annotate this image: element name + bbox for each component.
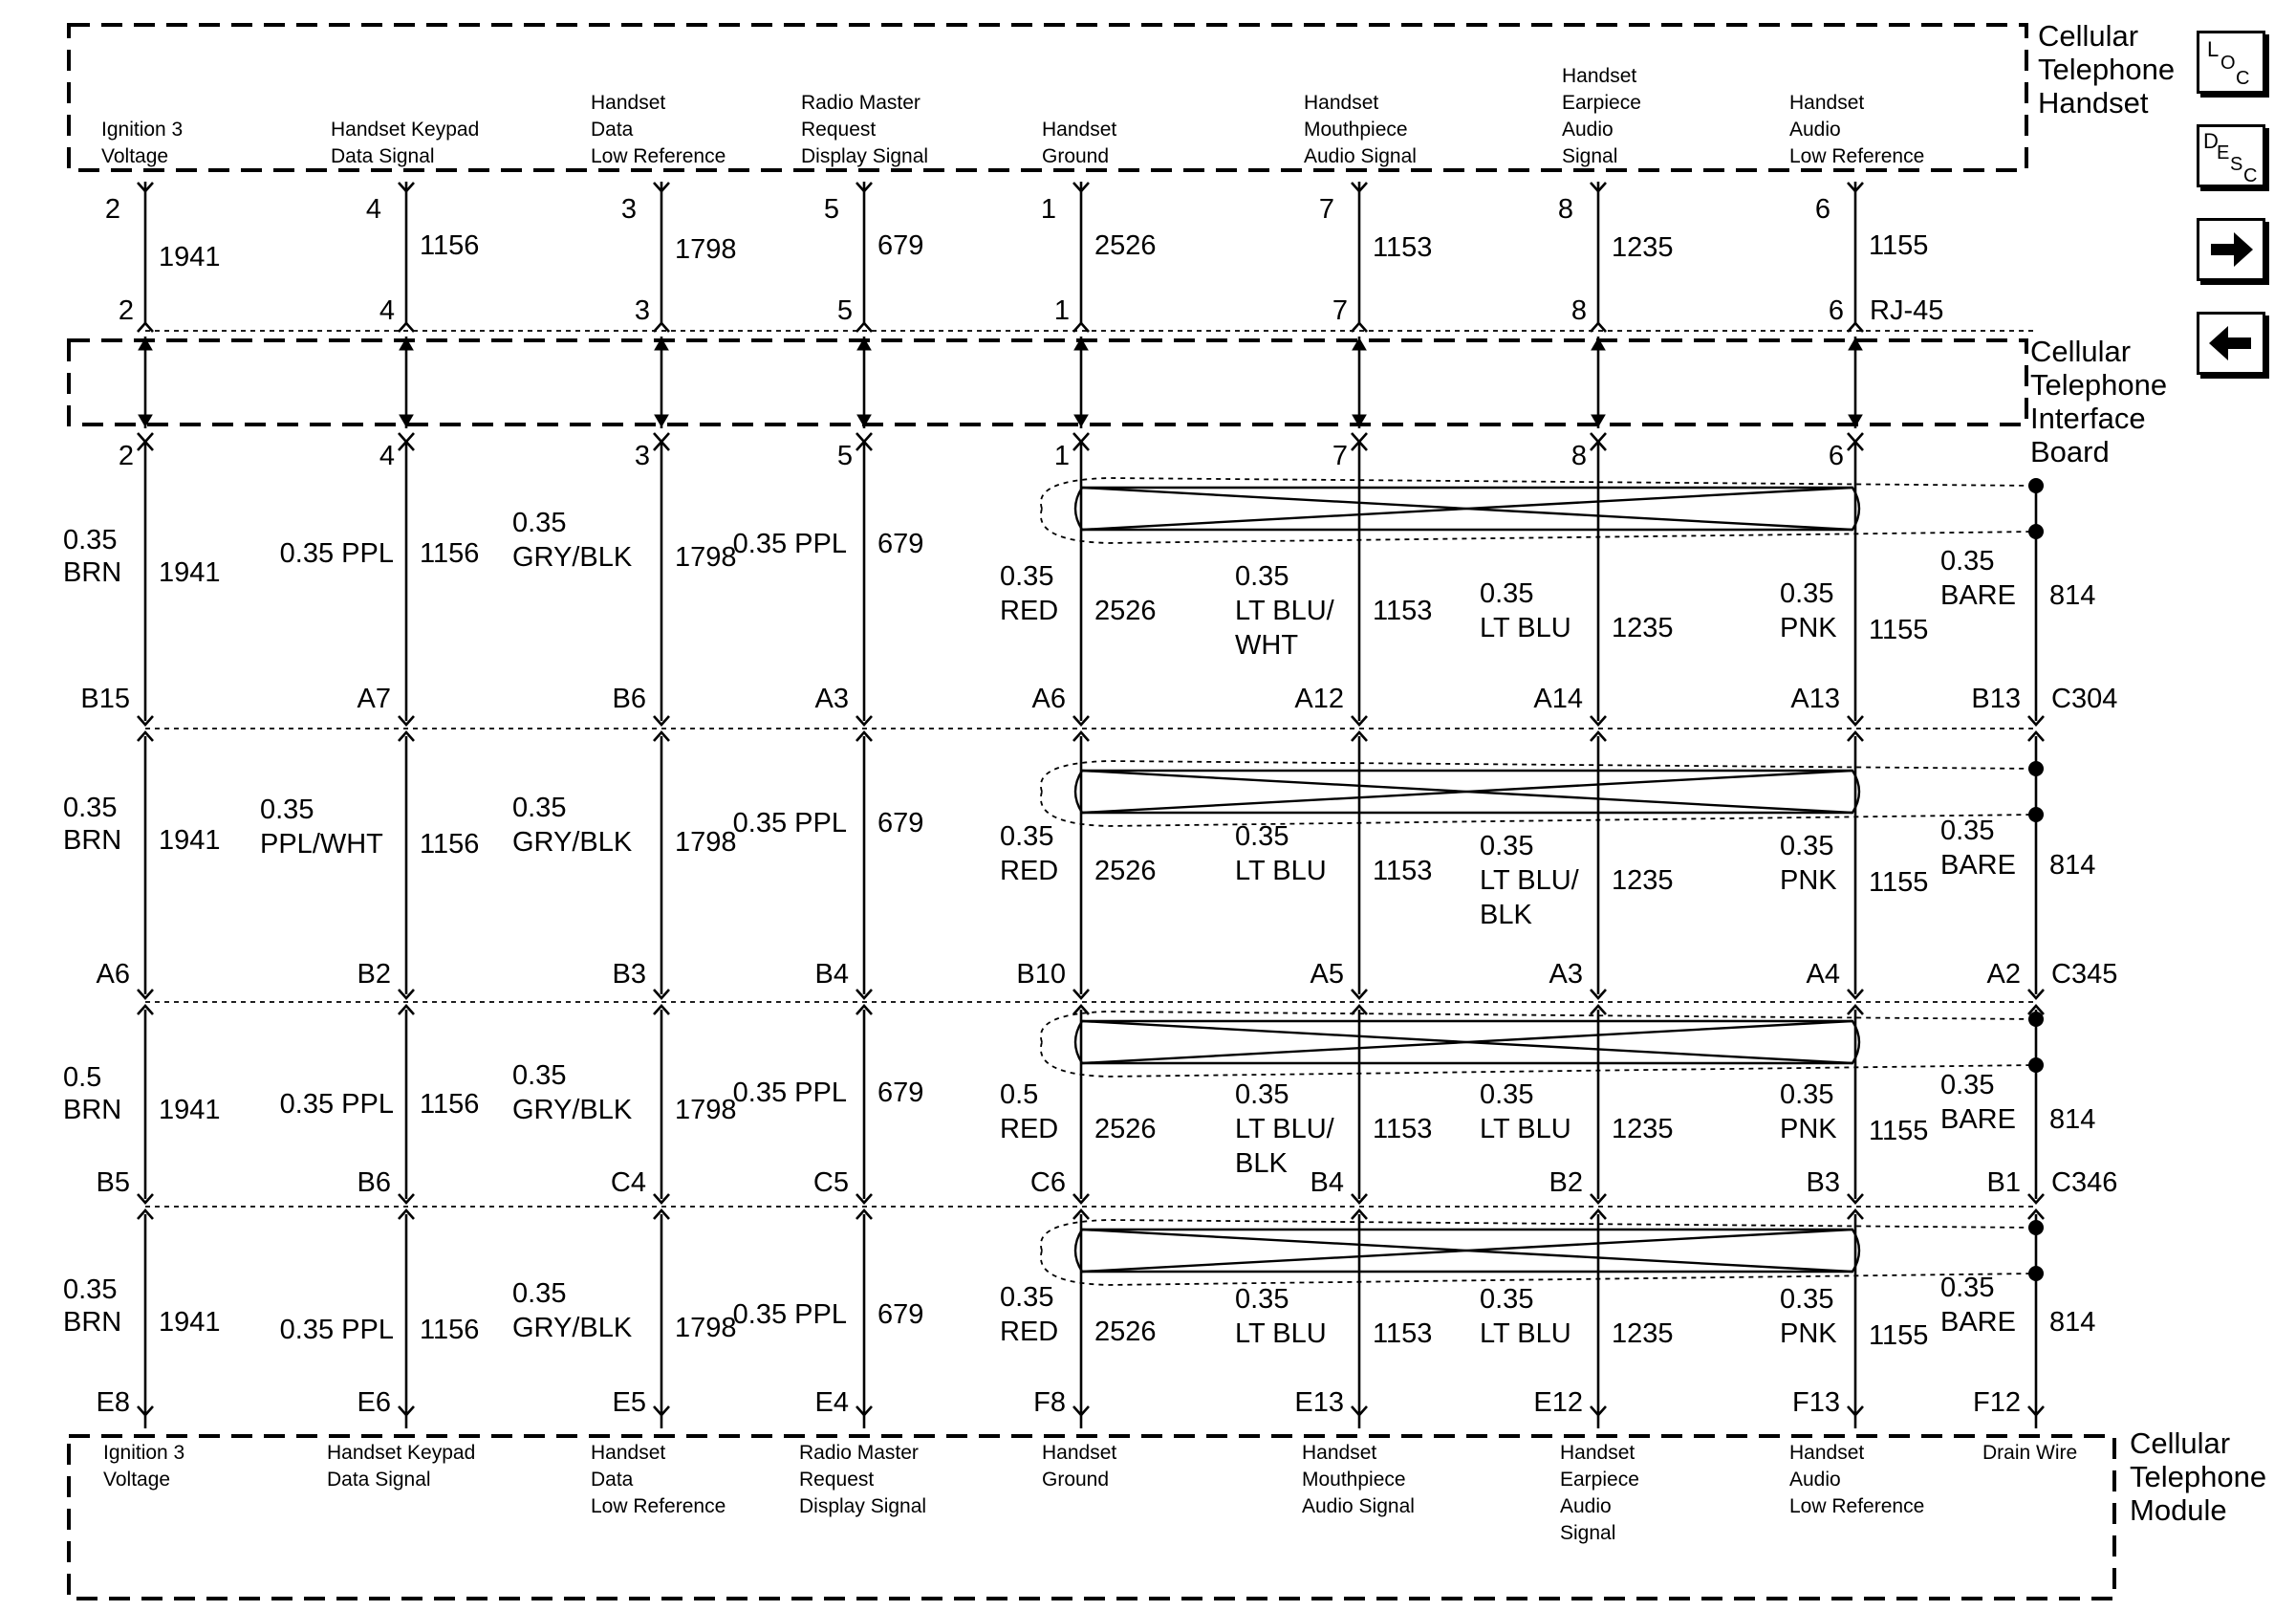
connector-pin: A12 [1294,684,1344,714]
handset-name: Cellular [2038,19,2139,53]
wire-color: GRY/BLK [512,1313,633,1343]
wire-size: 0.35 [1000,821,1054,852]
wire-size: 0.5 [1000,1079,1039,1110]
wire-color: WHT [1235,630,1299,661]
module-function-label: Earpiece [1560,1469,1639,1491]
connector-pin: A3 [1549,959,1583,990]
connector-pin: B13 [1971,684,2021,714]
wire-size: 0.35 [512,793,567,823]
handset-function-label: Handset [591,92,666,114]
wire-color: RED [1000,856,1059,886]
connector-pin: B2 [357,959,391,990]
handset-function-label: Audio Signal [1304,145,1417,167]
connector-pin: A2 [1986,959,2021,990]
connector-pin: C6 [1029,1167,1066,1198]
connector-pin: A7 [357,684,391,714]
wire-color: PNK [1780,1114,1837,1144]
loc-letter-c: C [2236,68,2250,89]
wire-circuit: 814 [2049,1104,2096,1135]
loc-letter-l: L [2207,37,2220,61]
rj45-bottom-pin: 3 [634,295,650,326]
arrow-left-icon [2199,315,2263,372]
wire-circuit: 679 [877,1299,924,1330]
wire-color: GRY/BLK [512,827,633,858]
handset-function-label: Low Reference [591,145,726,167]
wire-size-color: 0.35 PPL [732,1299,847,1330]
connector-pin: A4 [1806,959,1840,990]
connector-pin: E6 [357,1387,391,1418]
board-pin: 1 [1053,441,1070,471]
handset-function-label: Ignition 3 [101,119,184,141]
rj45-bottom-pin: 4 [379,295,395,326]
wire-circuit: 1153 [1373,1318,1433,1349]
wire-color: LT BLU [1480,613,1571,643]
rj45-top-pin: 6 [1814,194,1830,225]
wire-color: RED [1000,1114,1059,1144]
connector-pin: B6 [357,1167,391,1198]
wire-size: 0.35 [1940,816,1995,846]
wire-circuit: 1235 [1612,865,1674,896]
wire-color: BARE [1940,1104,2016,1135]
rj45-bottom-pin: 7 [1332,295,1348,326]
connector-pin: F12 [1973,1387,2021,1418]
rj45-circuit: 2526 [1094,230,1157,261]
wire-circuit: 1156 [420,1089,480,1120]
wire-size-color: 0.35 PPL [279,538,394,569]
wire-color: PNK [1780,1318,1837,1349]
shield-drain-dot [2028,761,2044,776]
module-function-label: Voltage [103,1469,171,1491]
wire-color: LT BLU [1235,856,1327,886]
wire-size: 0.35 [63,793,118,823]
handset-function-label: Handset [1304,92,1379,114]
board-pin: 7 [1332,441,1348,471]
wire-circuit: 1235 [1612,1318,1674,1349]
module-function-label: Drain Wire [1982,1442,2078,1464]
connector-id: C346 [2051,1167,2118,1198]
wire-color: PPL/WHT [260,829,383,860]
wire-color: LT BLU [1480,1114,1571,1144]
wire-size: 0.35 [1000,561,1054,592]
wire-circuit: 2526 [1094,596,1157,626]
connector-pin: E4 [814,1387,849,1418]
module-function-label: Handset [1302,1442,1377,1464]
wire-circuit: 2526 [1094,1317,1157,1347]
module-function-label: Handset [1560,1442,1635,1464]
connector-pin: B2 [1549,1167,1583,1198]
connector-pin: B6 [612,684,646,714]
wire-size: 0.35 [1235,821,1289,852]
wire-color: BRN [63,1095,122,1125]
connector-pin: B10 [1016,959,1066,990]
shield-drain-dot [2028,807,2044,822]
connector-pin: C4 [610,1167,646,1198]
rj45-circuit: 1156 [420,230,480,261]
module-function-label: Audio [1789,1469,1841,1491]
wire-size-color: 0.35 PPL [732,808,847,838]
location-button[interactable] [2197,31,2265,94]
handset-function-label: Data [591,119,634,141]
wire-circuit: 2526 [1094,1114,1157,1144]
wire-circuit: 2526 [1094,856,1157,886]
wire-color: BRN [63,557,122,588]
module-function-label: Mouthpiece [1302,1469,1406,1491]
rj45-circuit: 1235 [1612,232,1674,263]
shield-drain-dot [2028,524,2044,539]
module-function-label: Low Reference [1789,1495,1925,1517]
board-pin: 3 [634,441,650,471]
wire-size: 0.35 [1780,578,1834,609]
module-function-label: Data [591,1469,634,1491]
wire-circuit: 1798 [675,827,737,858]
wire-size: 0.35 [512,508,567,538]
board-pin: 6 [1828,441,1844,471]
rj45-top-pin: 1 [1040,194,1056,225]
wire-circuit: 1156 [420,538,480,569]
connector-pin: A14 [1533,684,1583,714]
wire-color: GRY/BLK [512,542,633,573]
module-function-label: Data Signal [327,1469,431,1491]
shield-drain-dot [2028,1012,2044,1027]
wire-size: 0.35 [1940,546,1995,577]
interface-board-name: Telephone [2030,368,2168,402]
handset-name: Handset [2038,86,2149,120]
wire-circuit: 1155 [1869,867,1929,898]
connector-pin: B5 [96,1167,130,1198]
shield-drain-dot [2028,478,2044,493]
interface-board-name: Board [2030,435,2110,468]
handset-function-label: Audio [1789,119,1841,141]
wire-circuit: 1153 [1373,856,1433,886]
module-function-label: Display Signal [799,1495,927,1517]
arrow-right-icon [2199,221,2263,278]
rj45-top-pin: 3 [620,194,637,225]
handset-function-label: Mouthpiece [1304,119,1408,141]
connector-pin: B4 [1310,1167,1344,1198]
rj45-circuit: 679 [877,230,924,261]
module-function-label: Handset Keypad [327,1442,476,1464]
connector-pin: E12 [1533,1387,1583,1418]
rj45-top-pin: 5 [823,194,839,225]
wire-circuit: 1798 [675,542,737,573]
rj45-top-pin: 4 [365,194,381,225]
rj45-circuit: 1153 [1373,232,1433,263]
handset-function-label: Handset [1562,65,1637,87]
desc-letter-c: C [2243,165,2258,186]
wire-size-color: 0.35 PPL [732,1078,847,1108]
wire-color: PNK [1780,613,1837,643]
wire-circuit: 1156 [420,1315,480,1345]
connector-pin: B3 [612,959,646,990]
module-function-label: Ignition 3 [103,1442,185,1464]
rj45-top-pin: 2 [104,194,120,225]
rj45-circuit: 1155 [1869,230,1929,261]
wire-color: BRN [63,825,122,856]
handset-function-label: Ground [1042,145,1110,167]
connector-pin: F13 [1792,1387,1840,1418]
wire-size: 0.35 [63,1274,118,1305]
wire-size: 0.35 [1780,1284,1834,1315]
rj45-chevron [1848,323,1863,332]
wire-size: 0.5 [63,1062,102,1093]
module-function-label: Signal [1560,1522,1616,1544]
connector-pin: A5 [1310,959,1344,990]
rj45-label: RJ-45 [1870,295,1944,326]
module-name: Telephone [2130,1460,2267,1493]
handset-function-label: Data Signal [331,145,435,167]
interface-board-name: Interface [2030,402,2146,435]
rj45-bottom-pin: 1 [1053,295,1070,326]
loc-letter-o: O [2220,53,2236,74]
wire-color: LT BLU/ [1235,1114,1334,1144]
module-name: Module [2130,1493,2227,1527]
wire-size: 0.35 [1235,561,1289,592]
wire-size: 0.35 [260,795,314,825]
handset-function-label: Signal [1562,145,1618,167]
wire-circuit: 1155 [1869,1116,1929,1146]
shield-drain-dot [2028,1220,2044,1235]
wire-circuit: 1156 [420,829,480,860]
wire-circuit: 814 [2049,1307,2096,1338]
handset-function-label: Request [801,119,877,141]
connector-pin: A13 [1790,684,1840,714]
wire-circuit: 679 [877,529,924,559]
connector-pin: E5 [612,1387,646,1418]
desc-letter-d: D [2203,129,2219,153]
handset-function-label: Voltage [101,145,169,167]
board-pin: 5 [836,441,853,471]
desc-letter-e: E [2217,142,2230,163]
wire-circuit: 1155 [1869,1320,1929,1351]
connector-id: C345 [2051,959,2118,990]
handset-function-label: Audio [1562,119,1614,141]
handset-function-label: Radio Master [801,92,921,114]
wire-circuit: 1798 [675,1095,737,1125]
wire-size: 0.35 [512,1278,567,1309]
wire-circuit: 814 [2049,580,2096,611]
rj45-circuit: 1798 [675,234,737,265]
wire-circuit: 1153 [1373,1114,1433,1144]
wire-size: 0.35 [512,1060,567,1091]
module-function-label: Request [799,1469,875,1491]
wire-color: BLK [1235,1148,1288,1179]
wire-circuit: 1941 [159,557,221,588]
connector-pin: B4 [814,959,849,990]
wire-size: 0.35 [1235,1284,1289,1315]
connector-pin: F8 [1033,1387,1066,1418]
wire-size-color: 0.35 PPL [279,1089,394,1120]
wire-size: 0.35 [1940,1273,1995,1303]
board-pin: 8 [1570,441,1587,471]
module-function-label: Handset [1042,1442,1117,1464]
board-pin: 4 [379,441,395,471]
wire-color: LT BLU [1235,1318,1327,1349]
module-function-label: Low Reference [591,1495,726,1517]
wire-size: 0.35 [1235,1079,1289,1110]
module-function-label: Audio Signal [1302,1495,1415,1517]
handset-function-label: Handset [1042,119,1117,141]
wire-circuit: 1941 [159,825,221,856]
description-button[interactable] [2197,124,2265,187]
wire-size: 0.35 [1480,831,1534,861]
wire-circuit: 1941 [159,1095,221,1125]
wire-circuit: 1153 [1373,596,1433,626]
wire-color: RED [1000,596,1059,626]
connector-pin: B3 [1806,1167,1840,1198]
next-page-button[interactable] [2197,218,2265,281]
connector-pin: A3 [814,684,849,714]
wire-color: PNK [1780,865,1837,896]
board-arrow-down [655,415,668,426]
wire-size: 0.35 [1480,1284,1534,1315]
wire-size: 0.35 [1940,1070,1995,1100]
handset-function-label: Earpiece [1562,92,1641,114]
wire-circuit: 679 [877,808,924,838]
wire-size: 0.35 [1780,1079,1834,1110]
wire-circuit: 1941 [159,1307,221,1338]
module-function-label: Handset [1789,1442,1865,1464]
connector-pin: A6 [96,959,130,990]
wire-color: BRN [63,1307,122,1338]
connector-pin: B1 [1986,1167,2021,1198]
rj45-circuit: 1941 [159,242,221,272]
module-name: Cellular [2130,1426,2231,1460]
rj45-chevron [1073,323,1089,332]
wire-color: LT BLU [1480,1318,1571,1349]
wire-color: LT BLU/ [1480,865,1579,896]
desc-letter-s: S [2230,154,2243,175]
wire-circuit: 679 [877,1078,924,1108]
wire-color: GRY/BLK [512,1095,633,1125]
wire-color: RED [1000,1317,1059,1347]
wire-size: 0.35 [1480,578,1534,609]
wire-size: 0.35 [1780,831,1834,861]
wire-circuit: 1235 [1612,1114,1674,1144]
handset-function-label: Handset [1789,92,1865,114]
module-function-label: Audio [1560,1495,1612,1517]
module-function-label: Ground [1042,1469,1110,1491]
module-function-label: Handset [591,1442,666,1464]
rj45-bottom-pin: 6 [1828,295,1844,326]
wire-size: 0.35 [63,525,118,555]
handset-function-label: Low Reference [1789,145,1925,167]
handset-function-label: Handset Keypad [331,119,480,141]
connector-id: C304 [2051,684,2118,714]
rj45-bottom-pin: 8 [1570,295,1587,326]
handset-name: Telephone [2038,53,2176,86]
rj45-bottom-pin: 5 [836,295,853,326]
interface-board-name: Cellular [2030,335,2132,368]
wire-size-color: 0.35 PPL [732,529,847,559]
connector-pin: E13 [1294,1387,1344,1418]
wire-size: 0.35 [1000,1282,1054,1313]
wire-size: 0.35 [1480,1079,1534,1110]
connector-pin: E8 [96,1387,130,1418]
rj45-bottom-pin: 2 [118,295,134,326]
wire-color: BLK [1480,900,1532,930]
wire-circuit: 1155 [1869,615,1929,645]
rj45-top-pin: 8 [1557,194,1573,225]
wire-color: BARE [1940,580,2016,611]
wire-circuit: 1235 [1612,613,1674,643]
previous-page-button[interactable] [2197,312,2265,375]
wire-color: LT BLU/ [1235,596,1334,626]
connector-pin: A6 [1031,684,1066,714]
wire-circuit: 1798 [675,1313,737,1343]
wire-circuit: 814 [2049,850,2096,881]
shield-drain-dot [2028,1057,2044,1073]
handset-function-label: Display Signal [801,145,929,167]
wire-size-color: 0.35 PPL [279,1315,394,1345]
interface-board-box [69,340,2026,425]
connector-pin: C5 [812,1167,849,1198]
wire-color: BARE [1940,1307,2016,1338]
shield-drain-dot [2028,1266,2044,1281]
board-pin: 2 [118,441,134,471]
module-function-label: Radio Master [799,1442,919,1464]
wire-color: BARE [1940,850,2016,881]
connector-pin: B15 [80,684,130,714]
rj45-top-pin: 7 [1318,194,1334,225]
